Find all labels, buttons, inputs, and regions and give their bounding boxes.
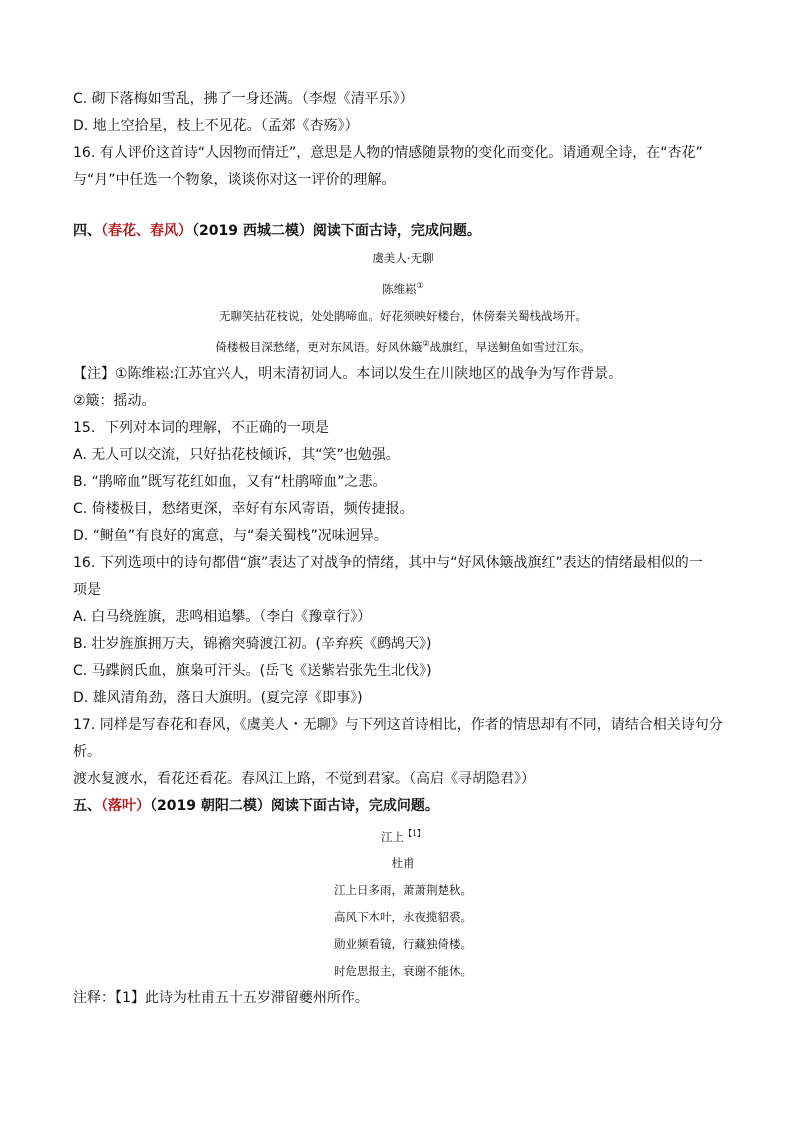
question-16-option-c: C. 马蹀阏氏血，旗枭可汗头。(岳飞《送紫岩张先生北伐》) <box>73 662 432 679</box>
question-15-option-b: B. “鹃啼血”既写花红如血，又有“杜鹃啼血”之悲。 <box>73 473 387 490</box>
note-2: ②簸：摇动。 <box>73 392 156 409</box>
poem-footnote-mark: ② <box>422 338 430 348</box>
question-16-option-b: B. 壮岁旌旗拥万夫，锦襜突骑渡江初。(辛弃疾《鹧鸪天》) <box>73 635 432 652</box>
poem-2-title <box>73 820 733 851</box>
section-4-heading <box>73 218 733 245</box>
question-17-poem: 渡水复渡水，看花还看花。春风江上路，不觉到君家。（高启《寻胡隐君》） <box>73 770 535 787</box>
question-16-line-2: 与“月”中任选一个物象，谈谈你对这一评价的理解。 <box>73 172 396 188</box>
section-4-number: 四、 <box>73 223 101 239</box>
question-17-line-1: 17. 同样是写春花和春风，《虞美人・无聊》与下列这首诗相比，作者的情思却有不同，请结合相关诗句分 <box>73 716 723 733</box>
section-4-instructions: （2019 西城二模）阅读下面古诗，完成问题。 <box>192 223 481 239</box>
poem-2-line-3: 勋业频看镜，行藏独倚楼。 <box>334 937 472 952</box>
poem-2-note: 注释：【1】此诗为杜甫五十五岁滞留夔州所作。 <box>73 990 369 1007</box>
option-c: C. 砌下落梅如雪乱，拂了一身还满。（李煜《清平乐》） <box>73 91 414 107</box>
section-5-heading <box>73 793 733 820</box>
question-15: 15．下列对本词的理解，不正确的一项是 <box>73 419 329 436</box>
poem-2-title-mark: 【1】 <box>403 828 426 838</box>
question-16-line-1: 16. 有人评价这首诗“人因物而情迁”，意思是人物的情感随景物的变化而变化。请通观全诗，在“杏花” <box>73 145 703 161</box>
question-15-option-a: A. 无人可以交流，只好拈花枝倾诉，其“笑”也勉强。 <box>73 446 400 463</box>
poem-line-2 <box>73 330 733 361</box>
poem-2-line-4: 时危思报主，衰谢不能休。 <box>334 964 472 979</box>
question-17-line-2: 析。 <box>73 743 101 760</box>
section-5-tag: （落叶） <box>101 797 150 814</box>
poem-title: 虞美人·无聊 <box>372 251 434 265</box>
poem-2-title-text: 江上 <box>380 829 404 844</box>
question-16-line-2: 项是 <box>73 581 101 598</box>
note-1: 【注】①陈维崧:江苏宜兴人，明末清初词人。本词以发生在川陕地区的战争为写作背景。 <box>73 365 623 382</box>
poem-author <box>73 272 733 303</box>
author-footnote-mark: ① <box>416 281 424 290</box>
poem-2-line-2: 高风下木叶，永夜揽貂裘。 <box>334 910 472 925</box>
question-15-option-d: D. “鲥鱼”有良好的寓意，与“秦关蜀栈”况味迥异。 <box>73 527 388 544</box>
poem-author-name: 陈维崧 <box>382 281 417 296</box>
section-4-tag: （春花、春风） <box>101 223 192 239</box>
question-16-line-1: 16. 下列选项中的诗句都借“旗”表达了对战争的情绪，其中与“好风休簸战旗红”表达的情绪最相似的一 <box>73 554 703 571</box>
poem-line-1: 无聊笑拈花枝说，处处鹃啼血。好花须映好楼台，休傍秦关蜀栈战场开。 <box>219 308 587 323</box>
section-5-number: 五、 <box>73 797 101 814</box>
poem-2-author: 杜甫 <box>391 856 415 871</box>
question-16-option-d: D. 雄风清角劲，落日大旗明。(夏完淳《即事》) <box>73 689 363 706</box>
document-page <box>73 86 733 1012</box>
option-d: D. 地上空拾星，枝上不见花。（孟郊《杏殇》） <box>73 118 359 134</box>
section-5-instructions: （2019 朝阳二模）阅读下面古诗，完成问题。 <box>150 797 439 814</box>
question-16-option-a: A. 白马绕旌旗，悲鸣相追攀。（李白《豫章行》） <box>73 608 372 625</box>
poem-2-line-1: 江上日多雨，萧萧荆楚秋。 <box>334 883 472 898</box>
poem-line-2-part-1: 倚楼极目深愁绪，更对东风语。好风休簸 <box>215 339 423 354</box>
question-15-option-c: C. 倚楼极目，愁绪更深，幸好有东风寄语，频传捷报。 <box>73 500 414 517</box>
poem-line-2-part-2: 战旗红，早送鲥鱼如雪过江东。 <box>429 339 591 354</box>
